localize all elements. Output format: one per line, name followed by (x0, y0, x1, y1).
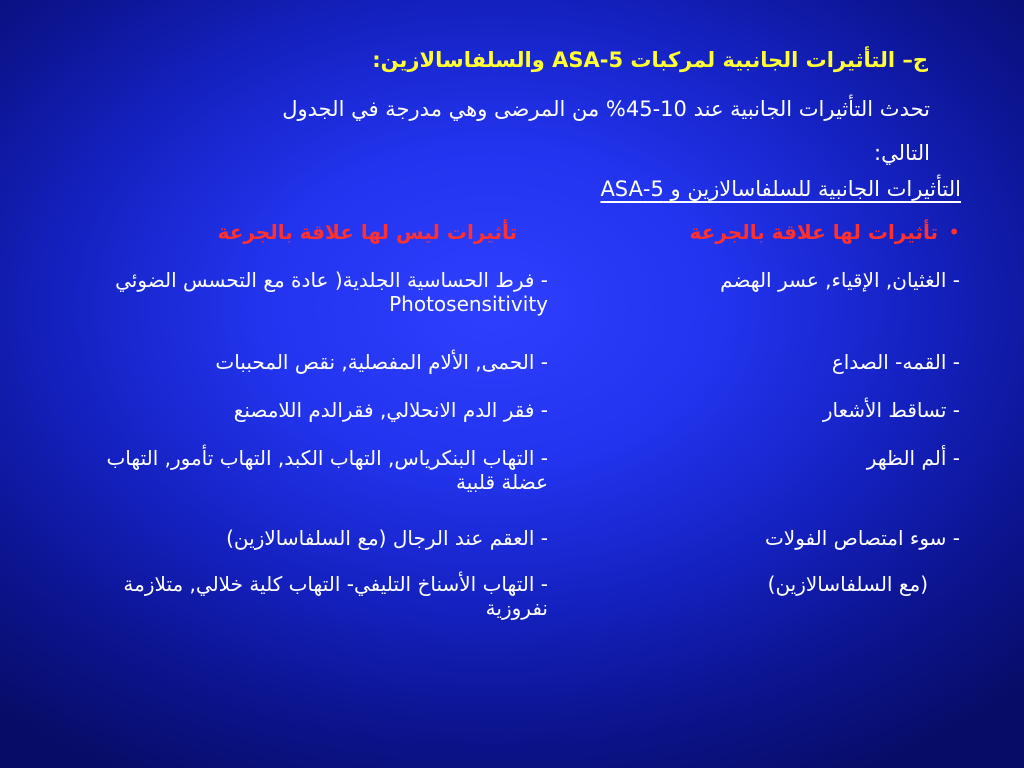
column-header-dose-related: تأثيرات لها علاقة بالجرعة (689, 220, 938, 244)
not-dose-related-item: - التهاب الأسناخ التليفي- التهاب كلية خلالي, متلازمة نفروزية (123, 572, 548, 620)
table-subheading: التأثيرات الجانبية للسلفاسالازين و 5-ASA (600, 177, 961, 201)
not-dose-related-item: - فقر الدم الانحلالي, فقرالدم اللامصنع (233, 398, 548, 422)
bullet-icon: • (948, 220, 960, 244)
column-header-not-dose-related: تأثيرات ليس لها علاقة بالجرعة (217, 220, 517, 244)
dose-related-item: - القمه- الصداع (831, 350, 960, 374)
dose-related-item: - تساقط الأشعار (822, 398, 960, 422)
not-dose-related-item: - الحمى, الألام المفصلية, نقص المحببات (215, 350, 548, 374)
dose-related-item: - ألم الظهر (866, 446, 960, 470)
slide-title: ج– التأثيرات الجانبية لمركبات 5-ASA والسلفاسالازين: (372, 48, 928, 72)
not-dose-related-item: - التهاب البنكرياس, التهاب الكبد, التهاب تأمور, التهاب عضلة قلبية (106, 446, 548, 494)
dose-related-item: (مع السلفاسالازين) (767, 572, 928, 596)
not-dose-related-item: - العقم عند الرجال (مع السلفاسالازين) (226, 526, 548, 550)
dose-related-item: - سوء امتصاص الفولات (764, 526, 960, 550)
not-dose-related-item: - فرط الحساسية الجلدية( عادة مع التحسس الضوئي Photosensitivity (115, 268, 548, 316)
intro-text-line-2: التالي: (874, 141, 930, 165)
intro-text-line-1: تحدث التأثيرات الجانبية عند 10-45% من المرضى وهي مدرجة في الجدول (282, 97, 930, 121)
dose-related-item: - الغثيان, الإقياء, عسر الهضم (720, 268, 960, 292)
